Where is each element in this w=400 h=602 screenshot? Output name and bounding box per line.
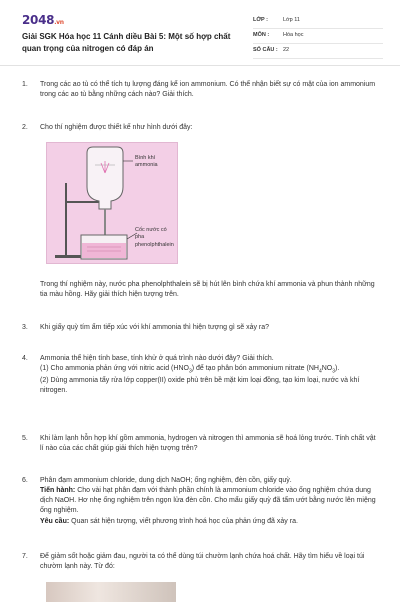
question-1 — [22, 80, 380, 100]
question-requirement: Yêu cầu: Quan sát hiện tượng, viết phương trình hoá học của phản ứng đã xảy ra. — [40, 517, 298, 525]
meta-value: Hóa học — [283, 32, 304, 39]
question-text: Ammonia thể hiện tính base, tính khử ở quá trình nào dưới đây? Giải thích. — [40, 355, 274, 362]
question-number: 6. — [22, 477, 28, 484]
question-6 — [22, 476, 380, 527]
question-2 — [22, 123, 380, 133]
question-number: 2. — [22, 124, 28, 131]
question-procedure: Tiến hành: Cho vài hạt phân đạm với thành phần chính là ammonium chloride vào ống nghiệm chứa dung dịch NaOH. Hơ nhẹ ống nghiệm trên ngọn lửa đèn cồn. Cho mẩu giấy quỳ đã tẩm ướt bằng nước lên miệng ống nghiệm. — [40, 487, 376, 515]
question-2-continued — [22, 280, 380, 300]
question-text: Khi làm lạnh hỗn hợp khí gồm ammonia, hydrogen và nitrogen thì ammonia sẽ hoá lỏng trước. Tính chất vật lí nào của các chất giúp giải thích hiện tượng trên? — [40, 435, 376, 453]
question-option-1: (1) Cho ammonia phản ứng với nitric acid $(HNO_3)$ để tạo phân bón ammonium nitrate $(NH_4NO_3)$. — [40, 365, 340, 375]
meta-row-count — [253, 44, 383, 59]
question-number: 7. — [22, 553, 28, 560]
question-text: Cho thí nghiệm được thiết kế như hình dưới đây: — [40, 124, 193, 131]
question-4 — [22, 354, 380, 396]
question-number: 1. — [22, 81, 28, 88]
meta-value: Lớp 11 — [283, 17, 300, 24]
question-option-2: (2) Dùng ammonia tẩy rửa lớp copper(II) oxide phủ trên bề mặt kim loại đồng, tạo kim loại, nước và khí nitrogen. — [40, 376, 360, 394]
question-text: Để giảm sốt hoặc giảm đau, người ta có thể dùng túi chườm lạnh chứa hoá chất. Hãy tìm hiểu về loại túi chườm lạnh này. Từ đó: — [40, 553, 365, 571]
meta-label: LỚP : — [253, 17, 268, 24]
question-number: 3. — [22, 324, 28, 331]
question-text: Trong thí nghiệm này, nước pha phenolphthalein sẽ bị hút lên bình chứa khí ammonia và phun thành những tia màu hồng. Hãy giải thích hiện tượng trên. — [40, 281, 375, 299]
cold-pack-photo — [46, 582, 176, 602]
meta-table — [253, 14, 383, 59]
stand-base — [55, 255, 81, 258]
question-list — [0, 66, 400, 600]
question-text: Phân đạm ammonium chloride, dung dịch NaOH; ống nghiệm, đèn cồn, giấy quỳ. — [40, 477, 292, 484]
meta-value: 22 — [283, 47, 290, 54]
question-number: 5. — [22, 435, 28, 442]
document-title: Giải SGK Hóa học 11 Cánh diều Bài 5: Một số hợp chất quan trọng của nitrogen có đáp án — [22, 32, 231, 53]
site-logo[interactable]: 2048.vn — [22, 13, 64, 27]
question-text: Khi giấy quỳ tím ẩm tiếp xúc với khí ammonia thì hiện tượng gì sẽ xảy ra? — [40, 324, 270, 331]
ammonia-fountain-figure — [46, 142, 178, 264]
beaker-liquid — [82, 243, 126, 258]
question-5 — [22, 434, 380, 454]
question-3 — [22, 323, 380, 333]
question-number: 4. — [22, 355, 28, 362]
meta-label: SỐ CÂU : — [253, 47, 278, 54]
meta-row-class — [253, 14, 383, 29]
question-text: Trong các ao tù có thể tích tụ lượng đáng kể ion ammonium. Có thể nhận biết sự có mặt của ion ammonium trong các ao tù bằng những cách nào? Giải thích. — [40, 81, 376, 99]
meta-row-subject — [253, 29, 383, 44]
meta-label: MÔN : — [253, 32, 270, 39]
label-ammonia-flask: Bình khí ammonia — [135, 155, 158, 169]
stand-rod — [65, 183, 67, 255]
page-header — [0, 0, 400, 66]
question-7 — [22, 552, 380, 572]
ammonia-flask — [87, 147, 123, 209]
label-phenolphthalein-cup: Cốc nước có pha phenolphthalein — [135, 227, 174, 248]
